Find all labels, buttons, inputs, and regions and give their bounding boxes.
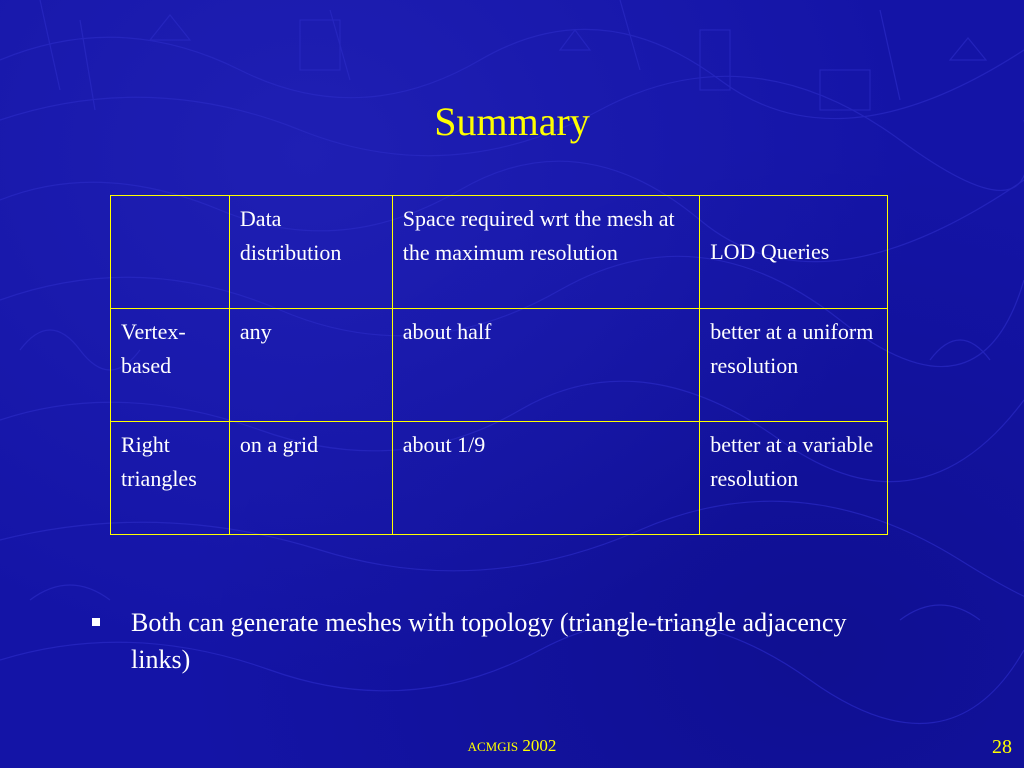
slide-title: Summary [434,99,590,144]
table-cell: Vertex-based [111,309,230,422]
summary-table [110,195,888,535]
table-cell: any [229,309,392,422]
table-cell: about half [392,309,699,422]
table-row [111,309,888,422]
slide-footer [0,736,1024,756]
table-row [111,422,888,535]
table-header-cell [111,196,230,309]
table-header-cell: Data distribution [229,196,392,309]
table-header-cell: Space required wrt the mesh at the maximum resolution [392,196,699,309]
square-bullet-icon [92,618,100,626]
table-header-cell: LOD Queries [700,196,888,309]
table-cell: about 1/9 [392,422,699,535]
bullet-item [86,604,906,678]
table-cell: on a grid [229,422,392,535]
table-cell: better at a variable resolution [700,422,888,535]
footer-year: 2002 [522,736,557,755]
page-number: 28 [992,736,1012,758]
table-cell: Right triangles [111,422,230,535]
table-cell: better at a uniform resolution [700,309,888,422]
bullet-text: Both can generate meshes with topology (triangle-triangle adjacency links) [131,608,847,674]
table-header-row [111,196,888,309]
footer-org: ACMGIS [467,739,519,754]
